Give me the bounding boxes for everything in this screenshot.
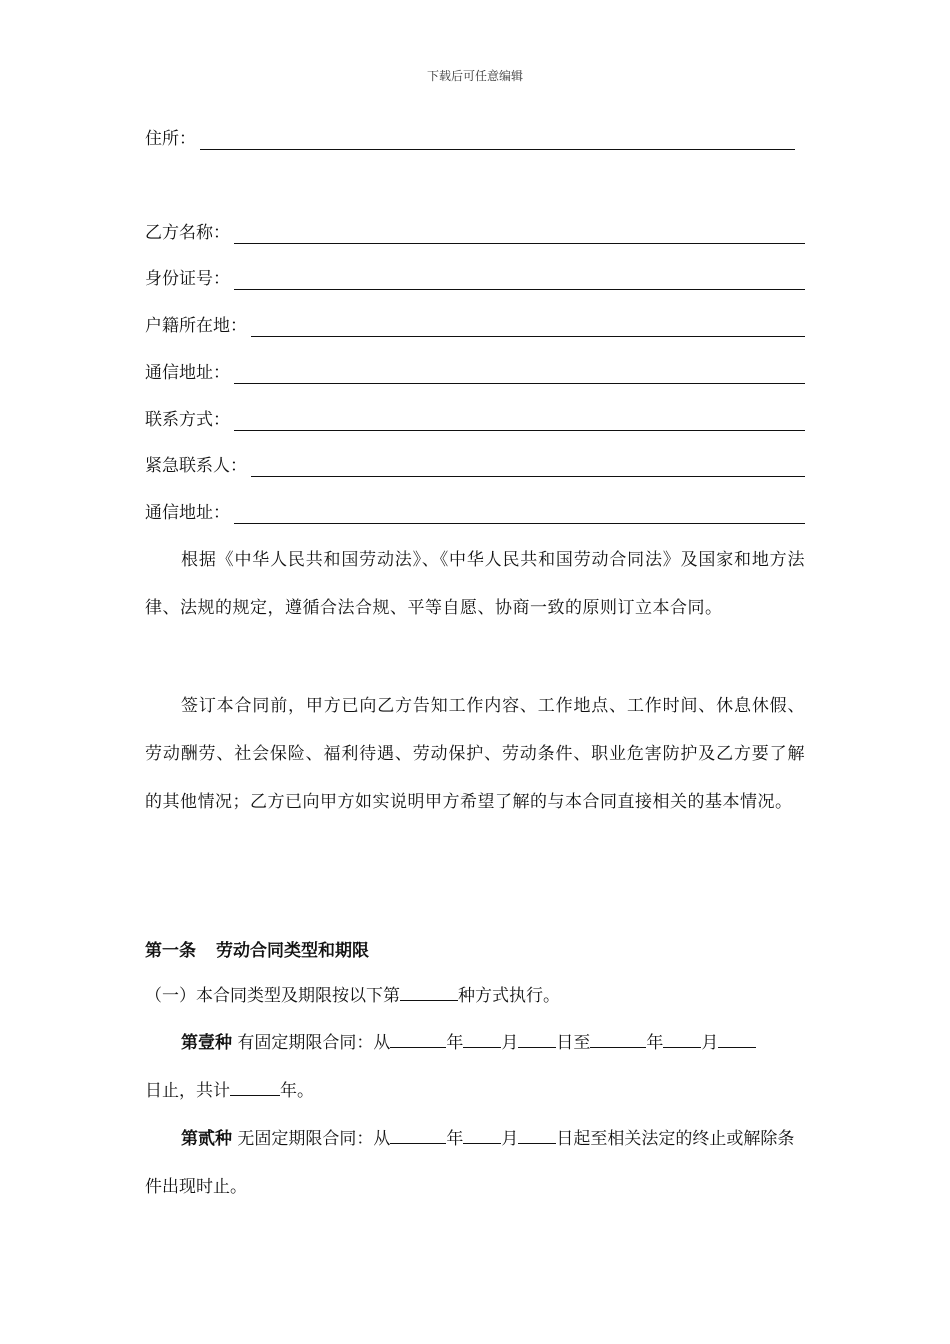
month-text: 月	[701, 1033, 719, 1053]
option-1-text: 有固定期限合同：从	[237, 1033, 391, 1053]
contact-field	[145, 407, 805, 431]
option-2-label: 第贰种	[181, 1129, 232, 1149]
method-number-blank[interactable]	[400, 982, 458, 1001]
contact-blank[interactable]	[234, 410, 805, 431]
household-field	[145, 313, 805, 337]
year-text: 年	[646, 1033, 664, 1053]
month-text: 月	[501, 1033, 519, 1053]
option-2-year-blank[interactable]	[390, 1125, 446, 1144]
article-title: 劳动合同类型和期限	[216, 941, 369, 961]
option-2	[145, 1115, 805, 1211]
household-label: 户籍所在地：	[145, 316, 247, 336]
contact-label: 联系方式：	[145, 410, 230, 430]
party-a-address-field	[145, 126, 795, 150]
article-1-heading	[145, 936, 369, 961]
intro-paragraph-1: 根据《中华人民共和国劳动法》、《中华人民共和国劳动合同法》及国家和地方法律、法规的规定，遵循合法合规、平等自愿、协商一致的原则订立本合同。	[145, 550, 805, 618]
party-b-name-label: 乙方名称：	[145, 223, 230, 243]
mail-address-blank[interactable]	[234, 363, 805, 384]
party-b-name-field	[145, 220, 805, 244]
emergency-address-blank[interactable]	[234, 503, 805, 524]
option-2-month-blank[interactable]	[463, 1125, 501, 1144]
id-number-field	[145, 266, 805, 290]
year-text: 年	[446, 1129, 464, 1149]
end-month-blank[interactable]	[663, 1029, 701, 1048]
start-day-blank[interactable]	[518, 1029, 556, 1048]
total-years-blank[interactable]	[230, 1077, 280, 1096]
option-2-text: 无固定期限合同：从	[237, 1129, 391, 1149]
clause-1-prefix: （一）本合同类型及期限按以下第	[145, 986, 400, 1006]
party-b-name-blank[interactable]	[234, 223, 805, 244]
option-2-day-blank[interactable]	[518, 1125, 556, 1144]
day-to-text: 日至	[556, 1033, 591, 1053]
year-text: 年	[446, 1033, 464, 1053]
end-day-blank[interactable]	[718, 1029, 756, 1048]
address-label: 住所：	[145, 129, 196, 149]
month-text: 月	[501, 1129, 519, 1149]
emergency-contact-blank[interactable]	[251, 456, 805, 477]
id-number-label: 身份证号：	[145, 269, 230, 289]
clause-1-suffix: 种方式执行。	[458, 986, 560, 1006]
emergency-contact-label: 紧急联系人：	[145, 456, 247, 476]
emergency-address-field	[145, 500, 805, 524]
option-2-rest: 日起至相关法定的终止或解除条件出现时止。	[145, 1129, 795, 1197]
start-year-blank[interactable]	[390, 1029, 446, 1048]
option-1	[145, 1019, 805, 1115]
id-number-blank[interactable]	[234, 269, 805, 290]
start-month-blank[interactable]	[463, 1029, 501, 1048]
emergency-address-label: 通信地址：	[145, 503, 230, 523]
mail-address-label: 通信地址：	[145, 363, 230, 383]
end-year-blank[interactable]	[590, 1029, 646, 1048]
clause-1	[145, 972, 805, 1020]
mail-address-field	[145, 360, 805, 384]
option-1-label: 第壹种	[181, 1033, 232, 1053]
years-text: 年。	[280, 1081, 314, 1101]
emergency-contact-field	[145, 453, 805, 477]
address-blank[interactable]	[200, 129, 795, 150]
end-text: 日止，共计	[145, 1081, 230, 1101]
article-number: 第一条	[145, 941, 196, 961]
household-blank[interactable]	[251, 316, 805, 337]
page-header: 下载后可任意编辑	[426, 69, 523, 83]
intro-paragraph-2: 签订本合同前，甲方已向乙方告知工作内容、工作地点、工作时间、休息休假、劳动酬劳、社会保险、福利待遇、劳动保护、劳动条件、职业危害防护及乙方要了解的其他情况；乙方已向甲方如实说明甲方希望了解的与本合同直接相关的基本情况。	[145, 696, 805, 812]
